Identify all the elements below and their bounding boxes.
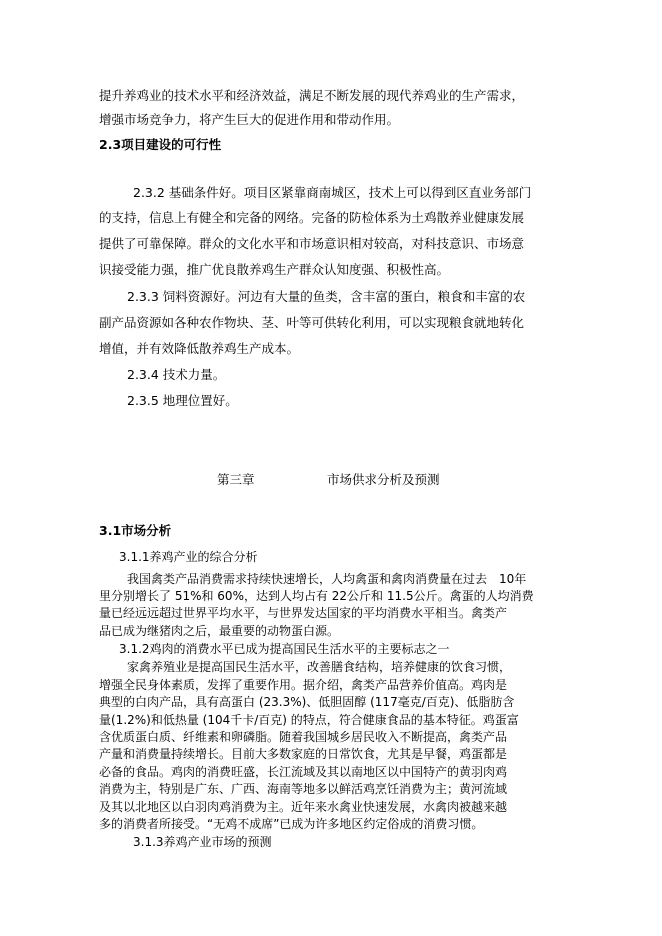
section-heading-3-1: 3.1市场分析: [99, 523, 172, 538]
para-2-3-3-line-2: 副产品资源如各种农作物块、茎、叶等可供转化利用，可以实现粮食就地转化: [99, 315, 525, 330]
para-2-3-3-line-1: 2.3.3 饲料资源好。河边有大量的鱼类，含丰富的蛋白，粮食和丰富的农: [127, 289, 526, 304]
chapter-title: 市场供求分析及预测: [327, 472, 440, 487]
para-3-1-1-line-2: 里分别增长了 51%和 60%，达到人均占有 22公斤和 11.5公斤。禽蛋的人均消费: [99, 589, 534, 603]
para-3-1-2-line-5: 含优质蛋白质、纤维素和卵磷脂。随着我国城乡居民收入不断提高，禽类产品: [99, 730, 508, 744]
para-2-3-4: 2.3.4 技术力量。: [127, 367, 226, 382]
para-3-1-2-line-3: 典型的白肉产品，具有高蛋白 (23.3%)、低胆固醇 (117毫克/百克)、低脂肪含: [99, 695, 515, 709]
para-2-3-2-line-2: 的支持，信息上有健全和完备的网络。完备的防检体系为土鸡散养业健康发展: [99, 210, 525, 225]
intro-line-2: 增强市场竞争力，将产生巨大的促进作用和带动作用。: [99, 112, 400, 127]
subheading-3-1-3: 3.1.3养鸡产业市场的预测: [133, 835, 272, 849]
para-3-1-2-line-10: 多的消费者所接受。“无鸡不成席”已成为许多地区约定俗成的消费习惯。: [99, 817, 484, 831]
para-3-1-1-line-4: 品已成为继猪肉之后，最重要的动物蛋白源。: [99, 624, 340, 638]
para-3-1-2-line-9: 及其以北地区以白羽肉鸡消费为主。近年来水禽业快速发展，水禽肉被越来越: [99, 800, 508, 814]
subheading-3-1-1: 3.1.1养鸡产业的综合分析: [119, 550, 258, 564]
para-2-3-3-line-3: 增值，并有效降低散养鸡生产成本。: [99, 341, 300, 356]
chapter-label: 第三章: [217, 472, 255, 487]
para-3-1-2-line-4: 量(1.2%)和低热量 (104千卡/百克) 的特点，符合健康食品的基本特征。鸡蛋富: [99, 713, 519, 727]
para-2-3-5: 2.3.5 地理位置好。: [127, 393, 238, 408]
para-2-3-2-line-3: 提供了可靠保障。群众的文化水平和市场意识相对较高，对科技意识、市场意: [99, 236, 525, 251]
para-3-1-1-line-1: 我国禽类产品消费需求持续快速增长，人均禽蛋和禽肉消费量在过去 10年: [127, 572, 527, 586]
para-3-1-2-line-1: 家禽养殖业是提高国民生活水平，改善膳食结构，培养健康的饮食习惯，: [127, 660, 512, 674]
para-2-3-2-line-1: 2.3.2 基础条件好。项目区紧靠商南城区，技术上可以得到区直业务部门: [133, 185, 532, 200]
subheading-3-1-2: 3.1.2鸡肉的消费水平已成为提高国民生活水平的主要标志之一: [119, 642, 450, 656]
intro-line-1: 提升养鸡业的技术水平和经济效益，满足不断发展的现代养鸡业的生产需求，: [99, 88, 525, 103]
para-3-1-2-line-2: 增强全民身体素质，发挥了重要作用。据介绍，禽类产品营养价值高。鸡肉是: [99, 678, 508, 692]
para-3-1-2-line-6: 产量和消费量持续增长。目前大多数家庭的日常饮食，尤其是早餐，鸡蛋都是: [99, 747, 508, 761]
para-3-1-2-line-7: 必备的食品。鸡肉的消费旺盛，长江流域及其以南地区以中国特产的黄羽肉鸡: [99, 765, 508, 779]
para-3-1-2-line-8: 消费为主，特别是广东、广西、海南等地多以鲜活鸡烹饪消费为主；黄河流域: [99, 782, 508, 796]
para-3-1-1-line-3: 量已经远远超过世界平均水平，与世界发达国家的平均消费水平相当。禽类产: [99, 606, 508, 620]
para-2-3-2-line-4: 识接受能力强，推广优良散养鸡生产群众认知度强、积极性高。: [99, 262, 450, 277]
section-heading-2-3: 2.3项目建设的可行性: [99, 137, 222, 152]
